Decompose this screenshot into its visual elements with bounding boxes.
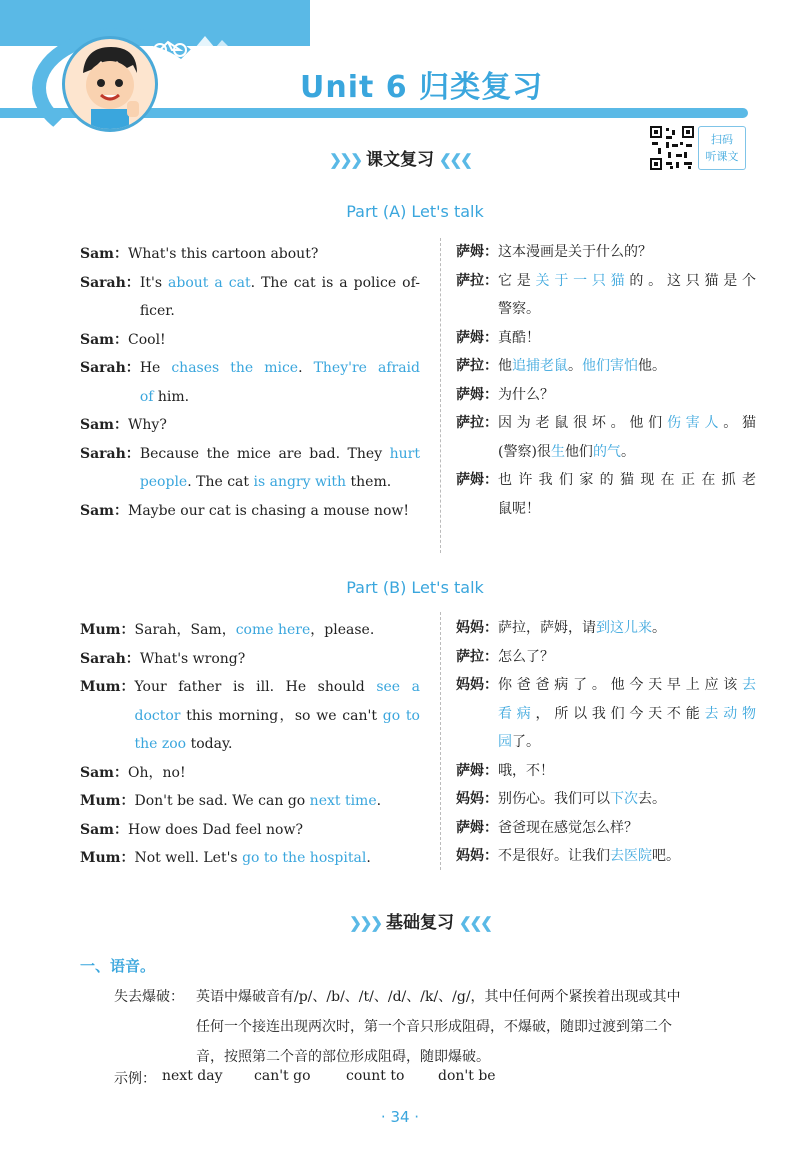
line-continuation	[140, 297, 420, 326]
line-text	[498, 671, 756, 700]
text-run: . The cat	[187, 474, 254, 490]
speaker-label: 萨拉：	[456, 415, 498, 431]
line-continuation	[498, 438, 756, 467]
line-text	[128, 816, 420, 845]
speaker-label: Sam：	[80, 502, 128, 519]
highlighted-phrase: 去	[742, 677, 756, 693]
text-run: Not well. Let's	[134, 850, 243, 866]
highlighted-phrase: 园	[498, 734, 512, 750]
highlighted-phrase: hurt	[389, 445, 420, 462]
dialog-line	[456, 671, 756, 757]
dialog-line	[80, 816, 420, 845]
text-run: Oh，no!	[128, 764, 186, 781]
text-run: How does Dad feel now?	[128, 821, 303, 838]
line-continuation	[135, 730, 421, 759]
speaker-label: 萨姆：	[456, 472, 498, 488]
dialog-line	[456, 466, 756, 523]
line-text	[498, 324, 756, 353]
highlighted-phrase: people	[139, 474, 188, 490]
text-run: 他。	[638, 358, 666, 374]
text-run: 也许我们家的猫现在正在抓老	[498, 472, 756, 488]
text-run: 警察。	[498, 301, 540, 317]
line-continuation	[498, 495, 756, 524]
text-run: Maybe our cat is chasing a mouse now!	[128, 502, 410, 519]
text-run: ficer.	[139, 303, 175, 319]
rule-label: 失去爆破：	[114, 989, 184, 1005]
highlighted-phrase: 的气	[592, 443, 621, 460]
highlighted-phrase: 去医院	[610, 848, 652, 864]
boy-mascot-icon	[62, 36, 158, 132]
text-run: 这本漫画是关于什么的？	[498, 244, 652, 260]
speaker-label: Mum：	[80, 850, 135, 866]
text-run: 。	[568, 358, 582, 374]
highlighted-phrase: 追捕老鼠	[512, 358, 568, 374]
speaker-label: 萨姆：	[456, 819, 498, 836]
bicycle-mountain-icon	[150, 30, 240, 58]
highlighted-phrase: see a	[376, 679, 420, 695]
text-run: Don't be sad. We can go	[134, 793, 310, 809]
highlighted-phrase: next time	[309, 793, 377, 809]
speaker-label: 妈妈：	[456, 677, 498, 693]
text-run: He	[139, 360, 172, 376]
line-text	[128, 411, 420, 440]
text-run: What's this cartoon about?	[128, 246, 319, 262]
dialog-line	[456, 814, 756, 843]
dialog-line	[80, 616, 420, 645]
dialog-line	[456, 238, 756, 267]
rule-line: 英语中爆破音有/p/、/b/、/t/、/d/、/k/、/g/，其中任何两个紧挨着出现或其中	[196, 989, 681, 1005]
dialog-line	[80, 326, 420, 355]
speaker-label: Sam：	[80, 246, 128, 262]
dialog-line	[80, 354, 420, 411]
scan-label-line2: 听课文	[705, 150, 739, 163]
line-text	[498, 352, 756, 381]
highlighted-phrase: go to	[382, 707, 420, 724]
rule-line: 任何一个接连出现两次时，第一个音只形成阻碍，不爆破，随即过渡到第二个	[196, 1019, 672, 1035]
dialog-line	[456, 352, 756, 381]
speaker-label: 妈妈：	[456, 848, 498, 864]
dialog-line	[80, 787, 420, 816]
speaker-label: Mum：	[80, 622, 135, 638]
line-text	[498, 614, 756, 643]
line-text	[498, 785, 756, 814]
speaker-label: Mum：	[80, 793, 135, 809]
rule-line: 音，按照第二个音的部位形成阻碍，随即爆破。	[196, 1049, 490, 1065]
example-1: next day	[162, 1068, 223, 1084]
highlighted-phrase: come here	[235, 622, 311, 638]
part-a-english	[80, 240, 420, 525]
text-run: 不是很好。让我们	[498, 848, 610, 864]
text-run: 因为老鼠很坏。他们	[498, 415, 667, 431]
chevron-right-icon: ❯❯❯	[329, 151, 361, 169]
section-heading-basic-review	[0, 908, 800, 933]
example-4: don't be	[438, 1068, 496, 1084]
line-text	[135, 616, 421, 645]
highlighted-phrase: the zoo	[134, 736, 187, 752]
text-run: 为什么？	[498, 386, 554, 403]
page-number: · 34 ·	[380, 1108, 420, 1126]
speaker-label: Sarah：	[80, 650, 140, 667]
dialog-line	[80, 269, 420, 326]
dialog-line	[80, 240, 420, 269]
item-heading: 一、语音。	[80, 957, 156, 975]
dialog-line	[456, 614, 756, 643]
text-run: 哦，不！	[498, 762, 554, 779]
highlighted-phrase: about a cat	[168, 274, 251, 291]
line-text	[140, 354, 420, 383]
line-continuation	[498, 295, 756, 324]
example-2: can't go	[254, 1068, 311, 1084]
highlighted-phrase: 到这儿来	[596, 620, 652, 636]
text-run: What's wrong?	[139, 650, 246, 667]
line-text	[498, 757, 756, 786]
line-text	[498, 814, 756, 843]
highlighted-phrase: 伤害人	[666, 415, 724, 431]
dialog-line	[456, 409, 756, 466]
line-continuation	[140, 383, 420, 412]
text-run: Your father is ill. He should	[134, 679, 377, 695]
speaker-label: 妈妈：	[456, 620, 498, 636]
text-run: 别伤心。我们可以	[498, 791, 610, 807]
highlighted-phrase: doctor	[134, 707, 181, 724]
dialog-line	[80, 844, 420, 873]
text-run: .	[298, 360, 314, 376]
speaker-label: Mum：	[80, 679, 135, 695]
dialog-line	[456, 381, 756, 410]
line-continuation	[135, 702, 421, 731]
dialog-line	[456, 757, 756, 786]
dialog-line	[456, 785, 756, 814]
line-text	[498, 842, 756, 871]
text-run: 的。这只猫是个	[629, 272, 757, 289]
highlighted-phrase: 关于一只猫	[535, 272, 630, 289]
highlighted-phrase: go to the hospital	[242, 850, 367, 866]
dialog-line	[80, 440, 420, 497]
dialog-line	[456, 643, 756, 672]
text-run: 鼠呢！	[498, 500, 540, 517]
line-text	[140, 269, 420, 298]
line-text	[128, 759, 420, 788]
part-a-chinese	[456, 238, 756, 523]
line-text	[498, 267, 756, 296]
speaker-label: Sam：	[80, 821, 128, 838]
speaker-label: Sam：	[80, 331, 128, 348]
part-b-title: Part (B) Let's talk	[346, 578, 484, 597]
text-run: Because the mice are bad. They	[139, 445, 390, 462]
dialog-line	[456, 842, 756, 871]
text-run: 他们	[564, 443, 593, 460]
line-text	[128, 240, 420, 269]
text-run: 真酷！	[498, 329, 540, 346]
part-b-chinese	[456, 614, 756, 871]
speaker-label: 妈妈：	[456, 791, 498, 807]
chevron-left-icon: ❮❮❮	[439, 151, 471, 169]
highlighted-phrase: 看病	[498, 705, 536, 722]
text-run: them.	[346, 474, 392, 490]
highlighted-phrase: 他们害怕	[582, 358, 638, 374]
text-run: 。猫	[723, 415, 757, 431]
line-continuation	[498, 728, 756, 757]
text-run: Cool!	[128, 331, 166, 348]
text-run: today.	[186, 736, 233, 752]
text-run: 吧。	[652, 848, 680, 864]
section-title: 课文复习	[366, 150, 434, 170]
text-run: .	[366, 850, 371, 866]
speaker-label: 萨拉：	[456, 358, 498, 374]
line-continuation	[498, 700, 756, 729]
text-run: 它是	[498, 272, 536, 289]
text-run: 爸爸现在感觉怎么样？	[498, 819, 638, 836]
line-text	[498, 643, 756, 672]
qr-code-icon[interactable]	[648, 124, 696, 172]
line-text	[498, 466, 756, 495]
line-text	[140, 645, 420, 674]
text-run: 怎么了？	[498, 648, 554, 665]
speaker-label: 萨拉：	[456, 272, 498, 289]
text-run: him.	[153, 388, 190, 405]
text-run: .	[376, 793, 382, 809]
text-run: ，所以我们今天不能	[535, 705, 705, 722]
text-run: 他	[498, 358, 512, 374]
scan-listen-label[interactable]	[698, 126, 746, 170]
dialog-line	[80, 673, 420, 759]
speaker-label: Sarah：	[80, 360, 140, 376]
line-continuation	[140, 468, 420, 497]
text-run: 了。	[512, 734, 540, 750]
line-text	[128, 497, 420, 526]
line-text	[498, 409, 756, 438]
text-run: 萨拉，萨姆，请	[498, 620, 596, 636]
text-run: (警察)很	[498, 443, 551, 460]
speaker-label: Sam：	[80, 764, 128, 781]
line-text	[128, 326, 420, 355]
line-text	[135, 787, 421, 816]
text-run: 去。	[638, 791, 666, 807]
text-run: 你爸爸病了。他今天早上应该	[498, 677, 742, 693]
text-run: this morning，so we can't	[180, 707, 383, 724]
dialog-line	[80, 645, 420, 674]
text-run: It's	[139, 274, 169, 291]
highlighted-phrase: 去动物	[704, 705, 757, 722]
speaker-label: Sarah：	[80, 445, 140, 462]
chevron-left-icon: ❮❮❮	[459, 914, 491, 932]
text-run: . The cat is a police of-	[250, 274, 420, 291]
part-b-english	[80, 616, 420, 873]
text-run: ，please.	[310, 622, 375, 638]
unit-title: Unit 6 归类复习	[300, 70, 544, 105]
column-divider	[440, 238, 441, 553]
rule-text	[196, 982, 766, 1072]
speaker-label: 萨姆：	[456, 762, 498, 779]
speaker-label: 萨姆：	[456, 329, 498, 346]
scan-label-line1: 扫码	[711, 133, 733, 146]
dialog-line	[80, 497, 420, 526]
text-run: 。	[620, 443, 635, 460]
highlighted-phrase: of	[139, 388, 154, 405]
dialog-line	[456, 324, 756, 353]
chevron-right-icon: ❯❯❯	[349, 914, 381, 932]
highlighted-phrase: 生	[550, 443, 565, 460]
line-text	[498, 381, 756, 410]
speaker-label: 萨姆：	[456, 244, 498, 260]
speaker-label: 萨拉：	[456, 648, 498, 665]
line-text	[135, 673, 421, 702]
dialog-line	[80, 411, 420, 440]
line-text	[498, 238, 756, 267]
highlighted-phrase: is angry with	[253, 474, 347, 490]
dialog-line	[456, 267, 756, 324]
part-a-title: Part (A) Let's talk	[346, 202, 484, 221]
dialog-line	[80, 759, 420, 788]
text-run: 。	[652, 620, 666, 636]
column-divider	[440, 612, 441, 870]
highlighted-phrase: They're afraid	[313, 360, 420, 376]
highlighted-phrase: 下次	[610, 791, 638, 807]
section-title: 基础复习	[386, 913, 454, 933]
speaker-label: Sam：	[80, 417, 128, 433]
example-3: count to	[346, 1068, 405, 1084]
text-run: Sarah，Sam，	[134, 622, 236, 638]
speaker-label: 萨姆：	[456, 386, 498, 403]
line-text	[135, 844, 421, 873]
example-label: 示例：	[114, 1071, 156, 1087]
highlighted-phrase: chases the mice	[171, 360, 299, 376]
speaker-label: Sarah：	[80, 274, 140, 291]
text-run: Why?	[128, 417, 167, 433]
line-text	[140, 440, 420, 469]
